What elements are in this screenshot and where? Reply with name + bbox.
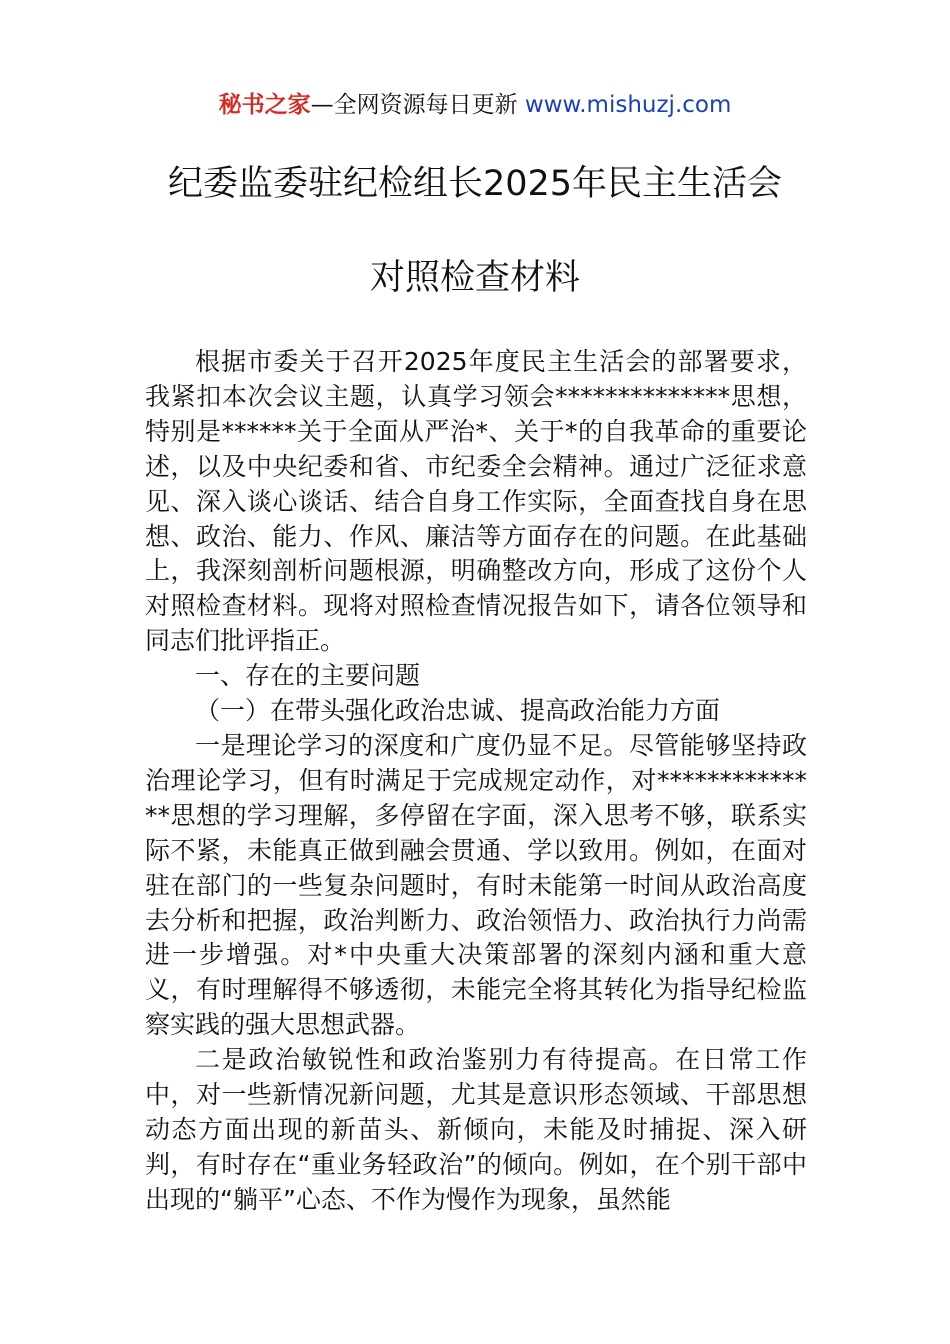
document-title-line-1: 纪委监委驻纪检组长2025年民主生活会 [167,164,783,204]
document-title-line-2: 对照检查材料 [369,258,580,298]
section-heading: 一、存在的主要问题 [195,661,421,691]
subsection-heading: （一）在带头强化政治忠诚、提高政治能力方面 [195,696,721,726]
site-tagline: —全网资源每日更新 [310,92,525,118]
site-header [0,88,950,122]
document-body [145,345,807,1218]
intro-paragraph: 根据市委关于召开2025年度民主生活会的部署要求，我紧扣本次会议主题，认真学习领会**************思想，特别是******关于全面从严治*、关于*的自我革命的重要论述，以及中央纪委和省、市纪委全会精神。通过广泛征求意见、深入谈心谈话、结合自身工作实际，全面查找自身在思想、政治、能力、作风、廉洁等方面存在的问题。在此基础上，我深刻剖析问题根源，明确整改方向，形成了这份个人对照检查材料。现将对照检查情况报告如下，请各位领导和同志们批评指正。 [145,347,807,656]
site-brand: 秘书之家 [218,92,311,118]
site-url-link[interactable]: www.mishuzj.com [524,92,732,118]
body-paragraph: 一是理论学习的深度和广度仍显不足。尽管能够坚持政治理论学习，但有时满足于完成规定动作，对**************思想的学习理解，多停留在字面，深入思考不够，联系实际不紧，未能真正做到融会贯通、学以致用。例如，在面对驻在部门的一些复杂问题时，有时未能第一时间从政治高度去分析和把握，政治判断力、政治领悟力、政治执行力尚需进一步增强。对*中央重大决策部署的深刻内涵和重大意义，有时理解得不够透彻，未能完全将其转化为指导纪检监察实践的强大思想武器。 [145,730,807,1040]
body-paragraph: 二是政治敏锐性和政治鉴别力有待提高。在日常工作中，对一些新情况新问题，尤其是意识形态领域、干部思想动态方面出现的新苗头、新倾向，未能及时捕捉、深入研判，有时存在“重业务轻政治”的倾向。例如，在个别干部中出现的“躺平”心态、不作为慢作为现象，虽然能 [145,1045,807,1214]
